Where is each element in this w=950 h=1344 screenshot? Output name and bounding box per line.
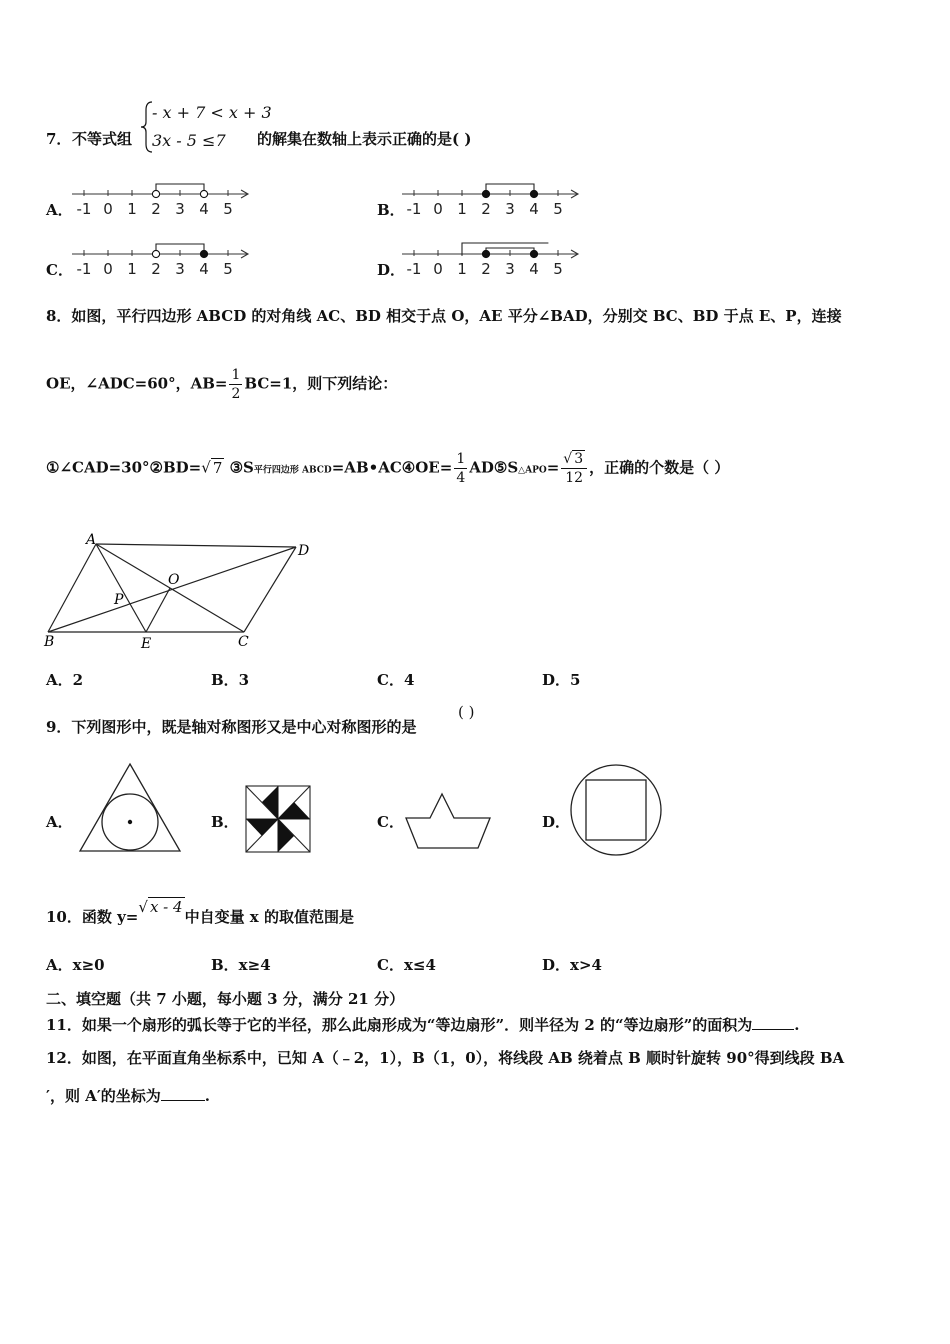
q9-label-a: A． (46, 813, 73, 831)
q8-c5eq: = (546, 458, 560, 477)
tick-label-1: 1 (127, 200, 137, 218)
q8-c1: ①∠CAD=30°②BD= (46, 458, 202, 477)
q8-quarter-den: 4 (456, 470, 466, 486)
q8-sqrt7: 7 (212, 458, 223, 477)
label-b: B (44, 634, 55, 650)
closed-point-2 (482, 250, 489, 257)
q10-stem: 10．函数 y=√ x - 4中自变量 x 的取值范围是 (46, 898, 354, 926)
q9-label-d: D． (542, 813, 571, 831)
q8-line2 (46, 368, 397, 401)
open-point-2 (152, 250, 159, 257)
tick-label-4: 4 (529, 260, 539, 278)
tick-label-3: 3 (505, 200, 515, 218)
q8-c3b: =AB•AC④OE= (331, 458, 453, 477)
closed-point-4 (530, 250, 537, 257)
q8-half-fraction (229, 368, 242, 401)
diagonal-bd (48, 547, 296, 632)
q8-conclusions: ①∠CAD=30°②BD=√ 7 ③S平行四边形 ABCD=AB•AC④OE= $\frac{1}{4}$ AD⑤S△APO= $\frac{√ 3}{12}$ ，正确的个数是（ ） (46, 451, 730, 486)
q7-option-c-label: C． (46, 261, 73, 279)
q8-c5sub: △APO (518, 465, 547, 476)
q8-parallelogram-figure (40, 532, 320, 652)
closed-point-4 (530, 190, 537, 197)
q7-option-a-label: A． (46, 201, 73, 219)
q9-label-c: C． (377, 813, 404, 831)
tick-label-1: 1 (127, 260, 137, 278)
q7-numberline-b[interactable] (400, 178, 585, 220)
q8-half-den: 2 (231, 386, 241, 402)
q10-answer-b[interactable]: B．x≥4 (211, 956, 271, 974)
q8-line1: 8．如图，平行四边形 ABCD 的对角线 AC、BD 相交于点 O，AE 平分∠BAD，分别交 BC、BD 于点 E、P，连接 (46, 307, 842, 325)
tick-label--1: -1 (76, 260, 92, 278)
tick-label--1: -1 (76, 200, 92, 218)
q9-label-b: B． (211, 813, 239, 831)
q10-answer-a[interactable]: A．x≥0 (46, 956, 105, 974)
q9-option-b-pinwheel[interactable] (242, 782, 314, 856)
tick-label-4: 4 (199, 260, 209, 278)
q9-option-d-circle-square[interactable] (568, 762, 664, 858)
open-point-4 (200, 190, 207, 197)
q8-answer-c[interactable]: C．4 (377, 671, 415, 689)
q8-c3sub: 平行四边形 ABCD (253, 465, 332, 476)
tick-label--1: -1 (406, 200, 422, 218)
tick-label-0: 0 (103, 200, 113, 218)
tick-label-3: 3 (175, 200, 185, 218)
closed-point-4 (200, 250, 207, 257)
q9-option-a-triangle-circle[interactable] (76, 760, 184, 856)
q11 (46, 1014, 800, 1035)
q7-option-b-label: B． (377, 201, 405, 219)
q8-answer-a[interactable]: A．2 (46, 671, 84, 689)
closed-point-2 (482, 190, 489, 197)
q7-numberline-a[interactable] (70, 178, 255, 220)
tick-label-3: 3 (505, 260, 515, 278)
label-e: E (141, 636, 152, 652)
q10-lead: 10．函数 y= (46, 908, 139, 926)
q8-root3-den: 12 (565, 470, 584, 486)
q12-line2 (46, 1085, 210, 1106)
q7-number: 7． (46, 130, 72, 148)
tick-label-5: 5 (553, 200, 563, 218)
segment-ae (96, 544, 146, 632)
open-point-2 (152, 190, 159, 197)
edge-ba (48, 544, 96, 632)
q7-system-line1: - x + 7 < x + 3 (152, 103, 272, 122)
edge-dc (244, 547, 296, 632)
tick-label-1: 1 (457, 200, 467, 218)
section2-heading: 二、填空题（共 7 小题，每小题 3 分，满分 21 分） (46, 990, 405, 1008)
q8-quarter-fraction (454, 452, 467, 485)
tick-label--1: -1 (406, 260, 422, 278)
tick-label-2: 2 (481, 260, 491, 278)
tick-label-2: 2 (151, 200, 161, 218)
label-d: D (298, 543, 310, 559)
q12-line1: 12．如图，在平面直角坐标系中，已知 A（﹣2，1），B（1，0），将线段 AB 绕着点 B 顺时针旋转 90°得到线段 BA (46, 1049, 845, 1067)
tick-label-3: 3 (175, 260, 185, 278)
q8-c4b: AD⑤S (469, 458, 519, 477)
q7-numberline-d[interactable] (400, 238, 585, 280)
q9-option-c-boat[interactable] (402, 790, 494, 852)
tick-label-5: 5 (553, 260, 563, 278)
tick-label-0: 0 (433, 260, 443, 278)
q8-quarter-num: 1 (456, 451, 466, 467)
q8-line2-a: OE，∠ADC=60°，AB= (46, 374, 228, 393)
q10-radicand: x - 4 (149, 898, 183, 916)
label-o: O (168, 572, 180, 588)
q8-root3-num: √ 3 (563, 451, 584, 467)
q9-text: 9．下列图形中，既是轴对称图形又是中心对称图形的是 (46, 718, 417, 736)
q10-answer-d[interactable]: D．x>4 (542, 956, 602, 974)
q12-end: . (204, 1087, 211, 1105)
q11-answer-blank[interactable] (752, 1015, 794, 1030)
tick-label-0: 0 (433, 200, 443, 218)
label-p: P (114, 592, 124, 608)
q10-tail: 中自变量 x 的取值范围是 (184, 908, 354, 926)
edge-ad (96, 544, 296, 547)
label-c: C (238, 634, 249, 650)
q11-end: . (794, 1016, 800, 1034)
q8-answer-d[interactable]: D．5 (542, 671, 581, 689)
q7-system-line2: 3x - 5 ≤7 (152, 131, 226, 150)
q10-answer-c[interactable]: C．x≤4 (377, 956, 436, 974)
q8-line2-b: BC=1，则下列结论： (244, 374, 398, 393)
q8-c3a: ③S (229, 458, 254, 477)
q8-half-num: 1 (231, 367, 241, 383)
q8-answer-b[interactable]: B．3 (211, 671, 250, 689)
q11-text: 11．如果一个扇形的弧长等于它的半径，那么此扇形成为“等边扇形”．则半径为 2 的“等边扇形”的面积为 (46, 1016, 753, 1034)
tick-label-2: 2 (481, 200, 491, 218)
tick-label-4: 4 (199, 200, 209, 218)
q7-lead: 不等式组 (72, 130, 133, 148)
tick-label-0: 0 (103, 260, 113, 278)
q9-paren: ( ) (458, 703, 475, 721)
tick-label-2: 2 (151, 260, 161, 278)
tick-label-5: 5 (223, 200, 233, 218)
q12-line2-text: ′，则 A′的坐标为 (46, 1087, 161, 1105)
q8-root3-fraction (561, 452, 587, 485)
tick-label-5: 5 (223, 260, 233, 278)
q7-numberline-c[interactable] (70, 238, 255, 280)
q12-answer-blank[interactable] (161, 1086, 205, 1101)
tick-label-4: 4 (529, 200, 539, 218)
q7-tail: 的解集在数轴上表示正确的是( ) (257, 130, 472, 148)
tick-label-1: 1 (457, 260, 467, 278)
q8-c5tail: ，正确的个数是（ ） (589, 458, 730, 477)
label-a: A (86, 532, 97, 548)
q7-option-d-label: D． (377, 261, 406, 279)
